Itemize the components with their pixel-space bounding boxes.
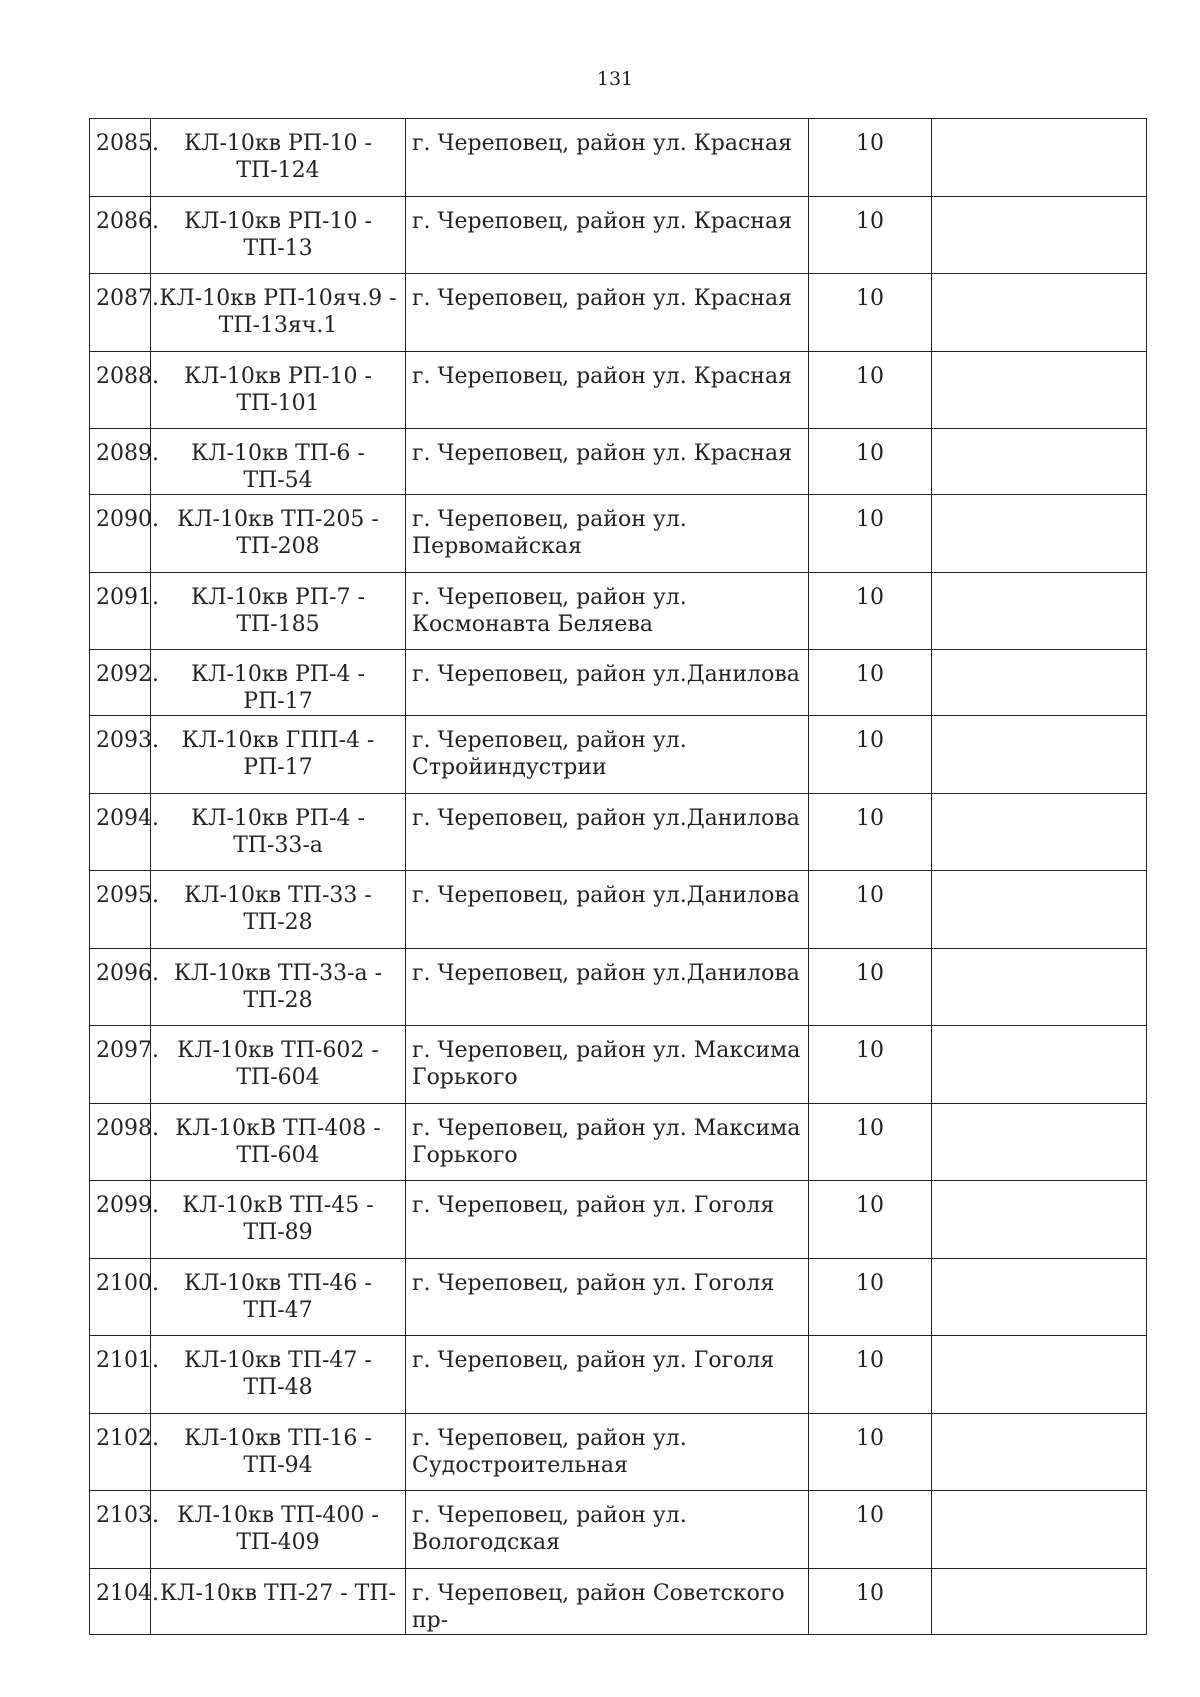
- location-address: г. Череповец, район ул. Красная: [406, 429, 809, 495]
- location-address: г. Череповец, район ул.Данилова: [406, 793, 809, 871]
- voltage-value: 10: [809, 1181, 932, 1259]
- table-row: [90, 1413, 1147, 1491]
- row-number: 2104.: [90, 1568, 151, 1634]
- row-number: 2102.: [90, 1413, 151, 1491]
- note-cell: [932, 793, 1147, 871]
- location-address: г. Череповец, район ул. Красная: [406, 351, 809, 429]
- table-row: [90, 1258, 1147, 1336]
- row-number: 2090.: [90, 495, 151, 573]
- location-address: г. Череповец, район Советского пр-: [406, 1568, 809, 1634]
- page-number: 131: [596, 68, 634, 90]
- note-cell: [932, 1336, 1147, 1414]
- voltage-value: 10: [809, 871, 932, 949]
- note-cell: [932, 119, 1147, 197]
- cable-line-name: КЛ-10кв РП-4 - ТП-33-а: [151, 793, 406, 871]
- table-row: [90, 1181, 1147, 1259]
- note-cell: [932, 871, 1147, 949]
- note-cell: [932, 429, 1147, 495]
- row-number: 2098.: [90, 1103, 151, 1181]
- row-number: 2089.: [90, 429, 151, 495]
- location-address: г. Череповец, район ул. Гоголя: [406, 1181, 809, 1259]
- table-row: [90, 429, 1147, 495]
- voltage-value: 10: [809, 572, 932, 650]
- table-row: [90, 572, 1147, 650]
- voltage-value: 10: [809, 351, 932, 429]
- cable-line-name: КЛ-10кв ТП-16 - ТП-94: [151, 1413, 406, 1491]
- note-cell: [932, 1258, 1147, 1336]
- note-cell: [932, 1103, 1147, 1181]
- cable-line-name: КЛ-10кВ ТП-408 - ТП-604: [151, 1103, 406, 1181]
- voltage-value: 10: [809, 1568, 932, 1634]
- cable-line-name: КЛ-10кв ТП-46 - ТП-47: [151, 1258, 406, 1336]
- row-number: 2101.: [90, 1336, 151, 1414]
- location-address: г. Череповец, район ул. Красная: [406, 196, 809, 274]
- note-cell: [932, 1026, 1147, 1104]
- table-row: [90, 1491, 1147, 1569]
- cable-line-name: КЛ-10кв ГПП-4 - РП-17: [151, 716, 406, 794]
- note-cell: [932, 1568, 1147, 1634]
- cable-line-name: КЛ-10кв РП-10 - ТП-101: [151, 351, 406, 429]
- note-cell: [932, 351, 1147, 429]
- cable-line-name: КЛ-10кв ТП-602 - ТП-604: [151, 1026, 406, 1104]
- row-number: 2093.: [90, 716, 151, 794]
- voltage-value: 10: [809, 1413, 932, 1491]
- location-address: г. Череповец, район ул. Максима Горького: [406, 1026, 809, 1104]
- voltage-value: 10: [809, 196, 932, 274]
- voltage-value: 10: [809, 716, 932, 794]
- cable-line-name: КЛ-10кв РП-7 - ТП-185: [151, 572, 406, 650]
- voltage-value: 10: [809, 650, 932, 716]
- voltage-value: 10: [809, 495, 932, 573]
- location-address: г. Череповец, район ул. Красная: [406, 119, 809, 197]
- table-row: [90, 274, 1147, 352]
- location-address: г. Череповец, район ул. Первомайская: [406, 495, 809, 573]
- note-cell: [932, 1491, 1147, 1569]
- cable-lines-table: [89, 118, 1147, 1635]
- cable-line-name: КЛ-10кв ТП-205 - ТП-208: [151, 495, 406, 573]
- row-number: 2086.: [90, 196, 151, 274]
- table-row: [90, 351, 1147, 429]
- table-row: [90, 1336, 1147, 1414]
- row-number: 2088.: [90, 351, 151, 429]
- table-row: [90, 716, 1147, 794]
- table-row: [90, 650, 1147, 716]
- cable-line-name: КЛ-10кв РП-10яч.9 - ТП-13яч.1: [151, 274, 406, 352]
- row-number: 2100.: [90, 1258, 151, 1336]
- voltage-value: 10: [809, 948, 932, 1026]
- table-row: [90, 1026, 1147, 1104]
- row-number: 2087.: [90, 274, 151, 352]
- note-cell: [932, 495, 1147, 573]
- note-cell: [932, 1181, 1147, 1259]
- voltage-value: 10: [809, 1336, 932, 1414]
- cable-line-name: КЛ-10кв ТП-33 - ТП-28: [151, 871, 406, 949]
- note-cell: [932, 572, 1147, 650]
- voltage-value: 10: [809, 429, 932, 495]
- cable-line-name: КЛ-10кв ТП-27 - ТП-: [151, 1568, 406, 1634]
- location-address: г. Череповец, район ул.Данилова: [406, 871, 809, 949]
- cable-line-name: КЛ-10кв РП-10 - ТП-13: [151, 196, 406, 274]
- note-cell: [932, 196, 1147, 274]
- note-cell: [932, 274, 1147, 352]
- cable-line-name: КЛ-10кв РП-4 - РП-17: [151, 650, 406, 716]
- note-cell: [932, 650, 1147, 716]
- location-address: г. Череповец, район ул. Максима Горького: [406, 1103, 809, 1181]
- voltage-value: 10: [809, 1026, 932, 1104]
- voltage-value: 10: [809, 1103, 932, 1181]
- cable-line-name: КЛ-10кВ ТП-45 - ТП-89: [151, 1181, 406, 1259]
- row-number: 2097.: [90, 1026, 151, 1104]
- voltage-value: 10: [809, 119, 932, 197]
- location-address: г. Череповец, район ул. Гоголя: [406, 1336, 809, 1414]
- table-row: [90, 1568, 1147, 1634]
- row-number: 2091.: [90, 572, 151, 650]
- table-row: [90, 495, 1147, 573]
- row-number: 2103.: [90, 1491, 151, 1569]
- table-row: [90, 196, 1147, 274]
- voltage-value: 10: [809, 1491, 932, 1569]
- location-address: г. Череповец, район ул. Вологодская: [406, 1491, 809, 1569]
- location-address: г. Череповец, район ул. Красная: [406, 274, 809, 352]
- note-cell: [932, 1413, 1147, 1491]
- table-row: [90, 119, 1147, 197]
- location-address: г. Череповец, район ул.Данилова: [406, 650, 809, 716]
- cable-line-name: КЛ-10кв ТП-33-а - ТП-28: [151, 948, 406, 1026]
- table-row: [90, 1103, 1147, 1181]
- cable-line-name: КЛ-10кв РП-10 - ТП-124: [151, 119, 406, 197]
- location-address: г. Череповец, район ул.Данилова: [406, 948, 809, 1026]
- location-address: г. Череповец, район ул. Судостроительная: [406, 1413, 809, 1491]
- table-row: [90, 871, 1147, 949]
- voltage-value: 10: [809, 274, 932, 352]
- location-address: г. Череповец, район ул. Космонавта Беляева: [406, 572, 809, 650]
- location-address: г. Череповец, район ул. Гоголя: [406, 1258, 809, 1336]
- table-row: [90, 793, 1147, 871]
- cable-line-name: КЛ-10кв ТП-6 - ТП-54: [151, 429, 406, 495]
- cable-line-name: КЛ-10кв ТП-47 - ТП-48: [151, 1336, 406, 1414]
- row-number: 2094.: [90, 793, 151, 871]
- row-number: 2096.: [90, 948, 151, 1026]
- row-number: 2099.: [90, 1181, 151, 1259]
- row-number: 2092.: [90, 650, 151, 716]
- note-cell: [932, 948, 1147, 1026]
- note-cell: [932, 716, 1147, 794]
- voltage-value: 10: [809, 1258, 932, 1336]
- voltage-value: 10: [809, 793, 932, 871]
- table-row: [90, 948, 1147, 1026]
- cable-line-name: КЛ-10кв ТП-400 - ТП-409: [151, 1491, 406, 1569]
- location-address: г. Череповец, район ул. Стройиндустрии: [406, 716, 809, 794]
- row-number: 2095.: [90, 871, 151, 949]
- row-number: 2085.: [90, 119, 151, 197]
- table-body: [90, 119, 1147, 1635]
